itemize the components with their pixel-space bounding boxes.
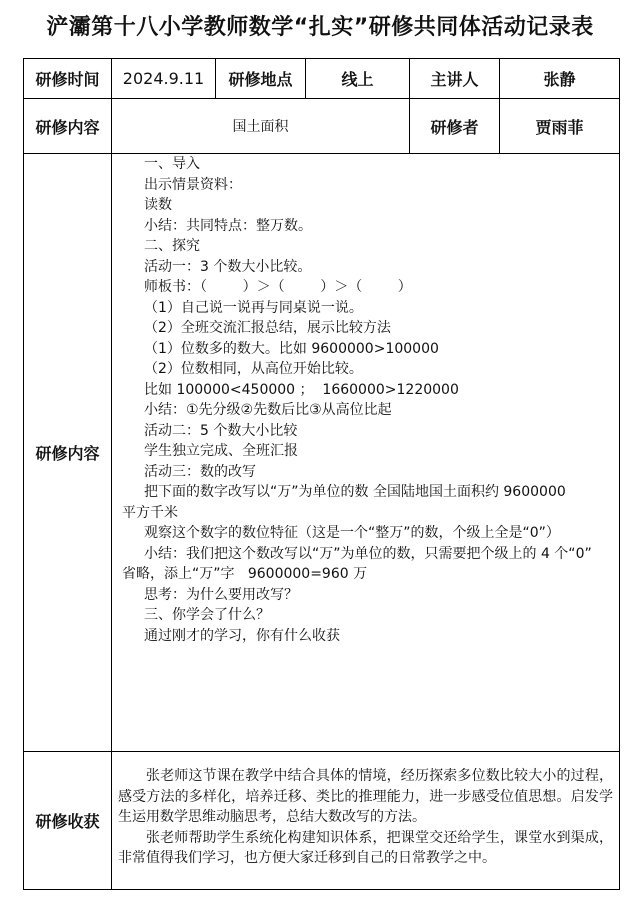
participant-value: 贾雨菲 <box>500 99 620 154</box>
content-line: （1）位数多的数大。比如 9600000>100000 <box>144 340 439 357</box>
content-line: （2）全班交流汇报总结，展示比较方法 <box>144 320 391 336</box>
content-line: 读数 <box>144 197 172 213</box>
gain-paragraph: 张老师这节课在教学中结合具体的情境，经历探索多位数比较大小的过程，感受方法的多样化，培养迁移、类比的推理能力，进一步感受位值思想。启发学生运用数学思维动脑思考，总结大数改写的方法。 <box>118 768 613 825</box>
content-line: 出示情景资料： <box>144 176 242 193</box>
page-title: 浐灞第十八小学教师数学“扎实”研修共同体活动记录表 <box>46 15 594 40</box>
gain-label: 研修收获 <box>24 752 112 890</box>
speaker-label: 主讲人 <box>410 59 500 99</box>
record-table <box>23 58 620 890</box>
content-line: （1）自己说一说再与同桌说一说。 <box>144 299 363 316</box>
content-line: 小结：①先分级②先数后比③从高位比起 <box>144 402 392 418</box>
content-body <box>112 154 620 752</box>
content-line: 思考：为什么要用改写？ <box>144 586 298 603</box>
content-line: 平方千米 <box>122 504 178 521</box>
content-line: 三、你学会了什么？ <box>144 607 270 623</box>
content-line: 活动二：5 个数大小比较 <box>144 422 298 439</box>
content-line: （2）位数相同，从高位开始比较。 <box>144 361 363 377</box>
content-line: 小结：我们把这个数改写以“万”为单位的数，只需要把个级上的 4 个“0” <box>144 545 592 562</box>
content-line: 通过刚才的学习，你有什么收获 <box>144 627 340 644</box>
row-content <box>24 154 620 752</box>
content-label: 研修内容 <box>24 154 112 752</box>
topic-label: 研修内容 <box>24 99 112 154</box>
participant-label: 研修者 <box>410 99 500 154</box>
content-line: 把下面的数字改写以“万”为单位的数 全国陆地国土面积约 9600000 <box>144 484 566 500</box>
row-time-place-speaker <box>24 59 620 99</box>
content-line: 师板书：（ ）＞（ ）＞（ ） <box>144 279 412 295</box>
speaker-value: 张静 <box>500 59 620 99</box>
content-line: 小结：共同特点：整万数。 <box>144 217 312 234</box>
content-line: 省略，添上“万”字 9600000=960 万 <box>122 566 368 582</box>
content-line: 活动三：数的改写 <box>144 463 256 480</box>
topic-value: 国土面积 <box>112 99 410 154</box>
content-line: 活动一：3 个数大小比较。 <box>144 258 312 275</box>
time-value: 2024.9.11 <box>112 59 216 99</box>
place-label: 研修地点 <box>216 59 306 99</box>
row-gain <box>24 752 620 890</box>
gain-paragraph: 张老师帮助学生系统化构建知识体系，把课堂交还给学生，课堂水到渠成，非常值得我们学习，也方便大家迁移到自己的日常教学之中。 <box>118 829 613 866</box>
gain-body <box>112 752 620 890</box>
content-line: 一、导入 <box>144 156 200 172</box>
row-topic-participant <box>24 99 620 154</box>
time-label: 研修时间 <box>24 59 112 99</box>
content-line: 观察这个数字的数位特征（这是一个“整万”的数，个级上全是“0”） <box>144 525 560 541</box>
place-value: 线上 <box>306 59 410 99</box>
content-line: 比如 100000<450000 ； 1660000>1220000 <box>144 381 459 398</box>
content-line: 学生独立完成、全班汇报 <box>144 443 298 459</box>
content-line: 二、探究 <box>144 238 200 254</box>
